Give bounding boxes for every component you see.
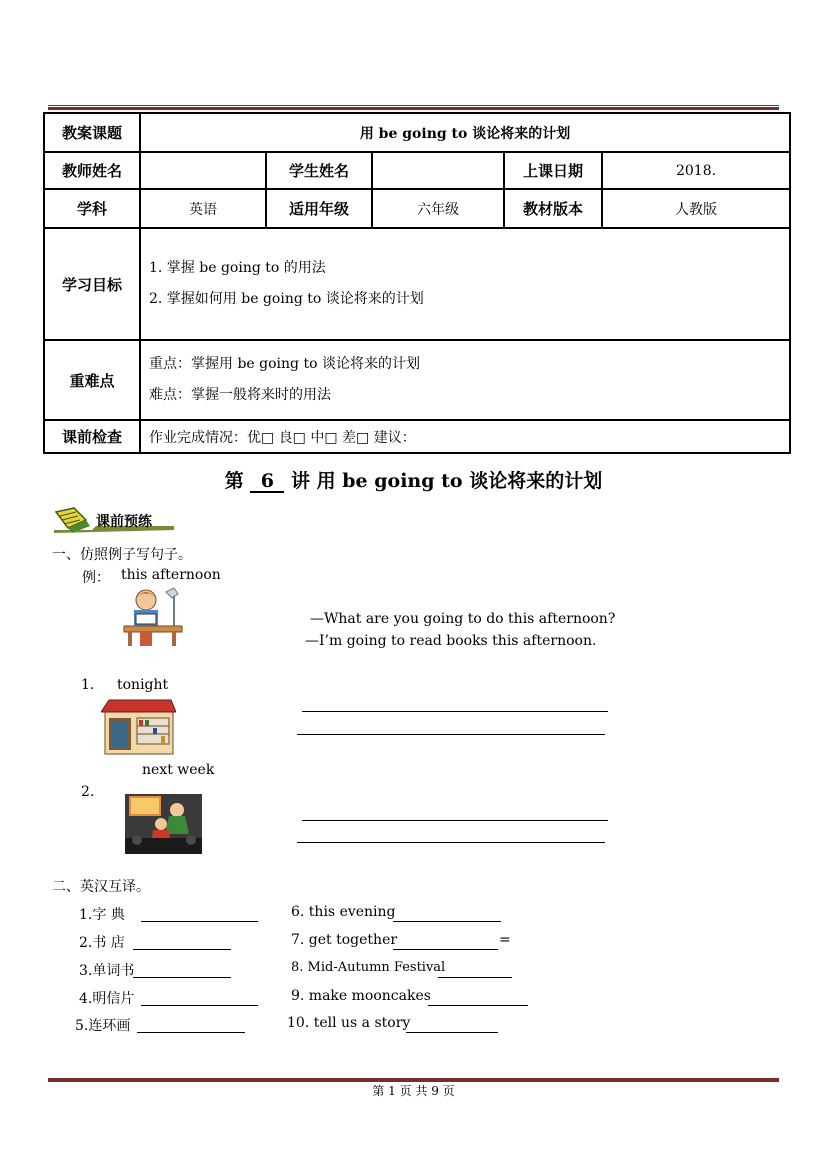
vocab-right-8-blank[interactable] [438, 961, 512, 978]
vocab-left-4: 4.明信片 [79, 991, 135, 1007]
goal-item: 2. 掌握如何用 be going to 谈论将来的计划 [149, 291, 424, 307]
student-value [372, 152, 504, 189]
goals-label: 学习目标 [44, 228, 140, 340]
vocab-right-10: 10. tell us a story [287, 1015, 411, 1031]
student-label: 学生姓名 [266, 152, 372, 189]
key-point-item: 难点：掌握一般将来时的用法 [149, 387, 331, 403]
teacher-value [140, 152, 266, 189]
key-points-list [140, 340, 790, 420]
lesson-heading [0, 466, 827, 493]
bookstore-illustration [101, 696, 176, 756]
item1-number: 1. [81, 677, 95, 693]
item2-phrase: next week [142, 762, 215, 778]
vocab-right-9-blank[interactable] [428, 989, 528, 1006]
edition-label: 教材版本 [504, 189, 602, 228]
heading-title: 讲 用 be going to 谈论将来的计划 [291, 470, 603, 492]
date-value: 2018. [602, 152, 790, 189]
vocab-right-9: 9. make mooncakes [291, 988, 431, 1004]
grade-label: 适用年级 [266, 189, 372, 228]
section2-title: 二、英汉互译。 [52, 879, 150, 895]
vocab-left-5-blank[interactable] [137, 1016, 245, 1033]
example-question: —What are you going to do this afternoon? [310, 611, 616, 627]
vocab-left-5: 5.连环画 [75, 1018, 131, 1034]
example-answer: —I’m going to read books this afternoon. [305, 633, 597, 649]
item1-phrase: tonight [117, 677, 169, 693]
boy-reading-illustration [122, 586, 184, 648]
header-rule [48, 105, 779, 110]
example-phrase: this afternoon [121, 567, 221, 583]
answer2-line1[interactable] [302, 806, 608, 821]
subject-value: 英语 [140, 189, 266, 228]
goals-list [140, 228, 790, 340]
vocab-right-8: 8. Mid-Autumn Festival [291, 960, 446, 975]
goal-item: 1. 掌握 be going to 的用法 [149, 260, 326, 276]
example-label: 例： [82, 570, 110, 586]
lesson-info-table [43, 112, 791, 454]
answer1-line2[interactable] [297, 720, 605, 735]
vocab-right-10-blank[interactable] [406, 1016, 498, 1033]
badge-label: 课前预练 [96, 514, 152, 530]
vocab-right-6-blank[interactable] [393, 905, 501, 922]
vocab-left-3-blank[interactable] [133, 961, 231, 978]
vocab-left-2: 2.书 店 [79, 935, 125, 951]
item2-number: 2. [81, 784, 95, 800]
vocab-right-6: 6. this evening [291, 904, 396, 920]
edition-value: 人教版 [602, 189, 790, 228]
vocab-right-7: 7. get together [291, 932, 398, 948]
vocab-left-3: 3.单词书 [79, 963, 135, 979]
check-value: 作业完成情况：优□ 良□ 中□ 差□ 建议： [140, 420, 790, 453]
vocab-right-7-suffix: = [499, 932, 511, 948]
vocab-left-2-blank[interactable] [133, 933, 231, 950]
section1-title: 一、仿照例子写句子。 [52, 547, 192, 563]
cinema-illustration [125, 794, 202, 854]
vocab-left-4-blank[interactable] [141, 989, 258, 1006]
lesson-number: 6 [250, 471, 284, 493]
vocab-right-7-blank[interactable] [393, 933, 498, 950]
topic-value: 用 be going to 谈论将来的计划 [140, 113, 790, 152]
key-points-label: 重难点 [44, 340, 140, 420]
answer2-line2[interactable] [297, 828, 605, 843]
topic-label: 教案课题 [44, 113, 140, 152]
vocab-left-1: 1.字 典 [79, 907, 125, 923]
vocab-left-1-blank[interactable] [141, 905, 258, 922]
page-footer: 第 1 页 共 9 页 [372, 1084, 455, 1098]
subject-label: 学科 [44, 189, 140, 228]
answer1-line1[interactable] [302, 697, 608, 712]
heading-prefix: 第 [224, 470, 244, 492]
grade-value: 六年级 [372, 189, 504, 228]
key-point-item: 重点：掌握用 be going to 谈论将来的计划 [149, 356, 420, 372]
date-label: 上课日期 [504, 152, 602, 189]
teacher-label: 教师姓名 [44, 152, 140, 189]
check-label: 课前检查 [44, 420, 140, 453]
